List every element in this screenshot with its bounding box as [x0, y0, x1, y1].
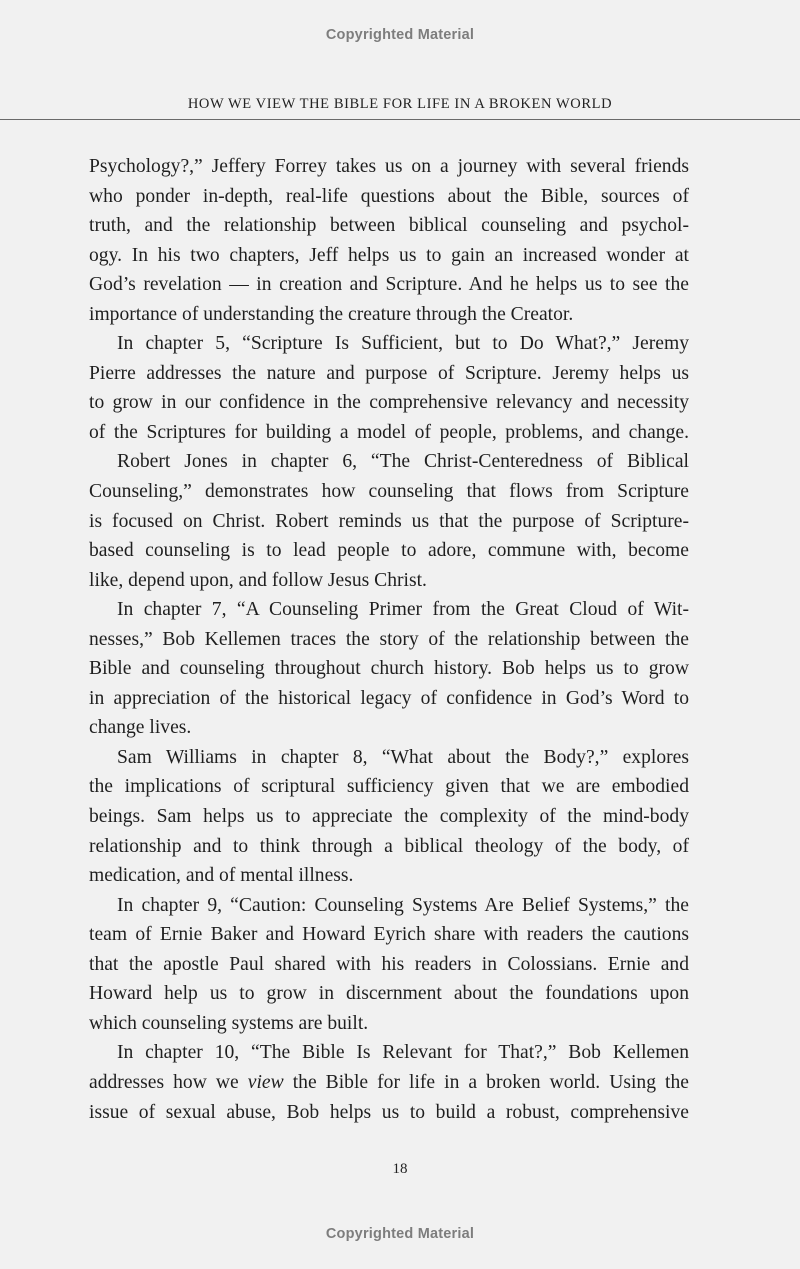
paragraph-line: God’s revelation — in creation and Scripture. And he helps us to see the: [89, 274, 689, 296]
paragraph-line: like, depend upon, and follow Jesus Christ.: [89, 569, 427, 591]
paragraph-line: relationship and to think through a biblical theology of the body, of: [89, 835, 689, 857]
copyright-watermark-top: Copyrighted Material: [325, 27, 475, 43]
emphasis-text: view: [247, 1071, 284, 1093]
header-rule: [0, 119, 800, 120]
paragraph-line: to grow in our confidence in the comprehensive relevancy and necessity: [89, 392, 689, 414]
text-run: the Bible for life in a broken world. Using the: [283, 1071, 689, 1093]
paragraph-line: team of Ernie Baker and Howard Eyrich share with readers the cautions: [89, 924, 689, 946]
paragraph-line: Bible and counseling throughout church history. Bob helps us to grow: [89, 658, 689, 680]
paragraph-line: In chapter 5, “Scripture Is Sufficient, but to Do What?,” Jeremy: [117, 333, 689, 355]
paragraph-line: Sam Williams in chapter 8, “What about the Body?,” explores: [117, 746, 689, 768]
paragraph-line: that the apostle Paul shared with his readers in Colossians. Ernie and: [89, 953, 689, 975]
paragraph-line: in appreciation of the historical legacy of confidence in God’s Word to: [89, 687, 689, 709]
paragraph-line: beings. Sam helps us to appreciate the complexity of the mind-body: [89, 806, 689, 828]
paragraph-line: issue of sexual abuse, Bob helps us to build a robust, comprehensive: [89, 1101, 689, 1123]
paragraph-line: ogy. In his two chapters, Jeff helps us to gain an increased wonder at: [89, 244, 689, 266]
paragraph-line: importance of understanding the creature through the Creator.: [89, 303, 574, 325]
paragraph-line: [89, 1068, 689, 1098]
body-text: [89, 152, 689, 1127]
paragraph-line: Psychology?,” Jeffery Forrey takes us on a journey with several friends: [89, 156, 689, 177]
paragraph-line: of the Scriptures for building a model of people, problems, and change.: [89, 421, 689, 443]
paragraph-line: change lives.: [89, 717, 192, 739]
paragraph-line: which counseling systems are built.: [89, 1012, 369, 1034]
page-number: 18: [392, 1161, 408, 1177]
paragraph-line: Robert Jones in chapter 6, “The Christ-Centeredness of Biblical: [117, 451, 689, 473]
paragraph-line: the implications of scriptural sufficiency given that we are embodied: [89, 776, 689, 798]
running-head: HOW WE VIEW THE BIBLE FOR LIFE IN A BROKEN WORLD: [187, 96, 613, 112]
paragraph-line: In chapter 10, “The Bible Is Relevant for That?,” Bob Kellemen: [117, 1042, 689, 1064]
text-run: addresses how we: [89, 1071, 248, 1093]
paragraph-line: In chapter 7, “A Counseling Primer from the Great Cloud of Wit-: [117, 599, 689, 621]
paragraph-line: In chapter 9, “Caution: Counseling Systems Are Belief Systems,” the: [117, 894, 689, 916]
paragraph-line: Howard help us to grow in discernment about the foundations upon: [89, 983, 689, 1005]
paragraph-line: Pierre addresses the nature and purpose of Scripture. Jeremy helps us: [89, 362, 689, 384]
paragraph-line: nesses,” Bob Kellemen traces the story of the relationship between the: [89, 628, 689, 650]
paragraph-line: who ponder in-depth, real-life questions about the Bible, sources of: [89, 185, 689, 207]
paragraph-line: based counseling is to lead people to adore, commune with, become: [89, 540, 689, 562]
paragraph-line: truth, and the relationship between biblical counseling and psychol-: [89, 215, 689, 237]
paragraph-line: Counseling,” demonstrates how counseling that flows from Scripture: [89, 481, 689, 503]
copyright-watermark-bottom: Copyrighted Material: [325, 1226, 475, 1242]
paragraph-line: is focused on Christ. Robert reminds us that the purpose of Scripture-: [89, 510, 689, 532]
paragraph-line: medication, and of mental illness.: [89, 865, 354, 887]
